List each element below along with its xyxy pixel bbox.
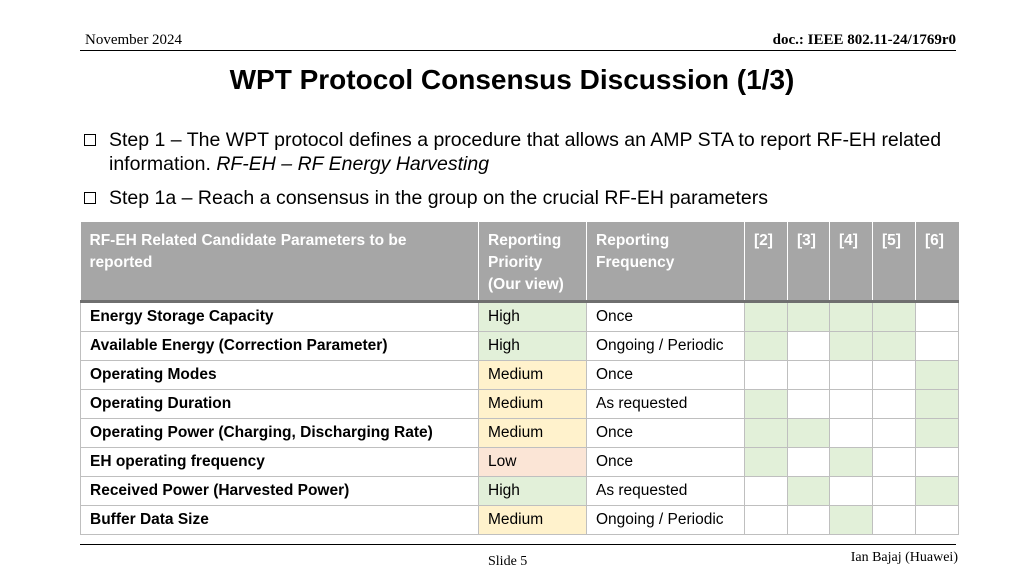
footer-author: Ian Bajaj (Huawei)	[850, 550, 958, 565]
bullet-item-step1a	[84, 186, 984, 210]
cell-priority: High	[479, 302, 587, 332]
cell-reference-mark	[916, 302, 959, 332]
checkbox-bullet-icon	[84, 192, 96, 204]
cell-frequency: Once	[587, 302, 745, 332]
header-ref: [4]	[830, 222, 873, 302]
cell-param: Received Power (Harvested Power)	[81, 477, 479, 506]
table-body	[81, 302, 959, 535]
cell-reference-mark	[830, 419, 873, 448]
cell-reference-mark	[830, 506, 873, 535]
cell-frequency: Once	[587, 361, 745, 390]
bullet-text-main: Step 1 – The WPT protocol defines a procedure that allows an AMP STA to report RF-EH related information.	[109, 129, 942, 175]
cell-frequency: Ongoing / Periodic	[587, 506, 745, 535]
cell-priority: High	[479, 477, 587, 506]
table-row	[81, 302, 959, 332]
cell-reference-mark	[873, 477, 916, 506]
header-ref: [5]	[873, 222, 916, 302]
cell-param: Operating Modes	[81, 361, 479, 390]
cell-reference-mark	[916, 390, 959, 419]
cell-reference-mark	[745, 477, 788, 506]
cell-reference-mark	[916, 361, 959, 390]
cell-param: Buffer Data Size	[81, 506, 479, 535]
cell-reference-mark	[916, 419, 959, 448]
cell-frequency: Once	[587, 419, 745, 448]
cell-reference-mark	[788, 477, 830, 506]
cell-reference-mark	[873, 419, 916, 448]
cell-priority: Low	[479, 448, 587, 477]
slide-title: WPT Protocol Consensus Discussion (1/3)	[229, 64, 795, 95]
cell-reference-mark	[873, 448, 916, 477]
cell-reference-mark	[745, 332, 788, 361]
bullet-text	[109, 128, 984, 176]
cell-param: Energy Storage Capacity	[81, 302, 479, 332]
cell-param: EH operating frequency	[81, 448, 479, 477]
cell-reference-mark	[788, 419, 830, 448]
header-doc-id: doc.: IEEE 802.11-24/1769r0	[772, 32, 956, 48]
cell-reference-mark	[830, 332, 873, 361]
table-row	[81, 332, 959, 361]
cell-priority: Medium	[479, 419, 587, 448]
cell-reference-mark	[788, 506, 830, 535]
header-divider	[80, 50, 956, 51]
bullet-item-step1	[84, 128, 984, 176]
cell-reference-mark	[788, 361, 830, 390]
cell-frequency: As requested	[587, 477, 745, 506]
cell-reference-mark	[830, 477, 873, 506]
cell-reference-mark	[830, 302, 873, 332]
footer-divider	[80, 544, 956, 545]
cell-reference-mark	[745, 448, 788, 477]
cell-reference-mark	[745, 506, 788, 535]
cell-reference-mark	[745, 361, 788, 390]
cell-reference-mark	[745, 390, 788, 419]
cell-param: Available Energy (Correction Parameter)	[81, 332, 479, 361]
bullet-list	[84, 128, 984, 220]
cell-reference-mark	[788, 390, 830, 419]
cell-priority: Medium	[479, 506, 587, 535]
cell-frequency: Ongoing / Periodic	[587, 332, 745, 361]
cell-reference-mark	[873, 506, 916, 535]
cell-reference-mark	[916, 448, 959, 477]
cell-reference-mark	[916, 506, 959, 535]
bullet-text-main: Step 1a – Reach a consensus in the group on the crucial RF-EH parameters	[109, 187, 769, 209]
cell-priority: Medium	[479, 361, 587, 390]
cell-reference-mark	[830, 361, 873, 390]
cell-reference-mark	[788, 448, 830, 477]
header-ref: [3]	[788, 222, 830, 302]
slide-number: Slide 5	[488, 554, 528, 569]
cell-reference-mark	[873, 361, 916, 390]
cell-reference-mark	[788, 332, 830, 361]
cell-frequency: As requested	[587, 390, 745, 419]
cell-priority: Medium	[479, 390, 587, 419]
cell-param: Operating Duration	[81, 390, 479, 419]
checkbox-bullet-icon	[84, 134, 96, 146]
cell-reference-mark	[873, 332, 916, 361]
cell-reference-mark	[873, 390, 916, 419]
table-header-row	[81, 222, 959, 302]
cell-reference-mark	[916, 477, 959, 506]
cell-reference-mark	[788, 302, 830, 332]
table-row	[81, 361, 959, 390]
header-priority: Reporting Priority (Our view)	[479, 222, 587, 302]
cell-reference-mark	[830, 390, 873, 419]
cell-frequency: Once	[587, 448, 745, 477]
header-param: RF-EH Related Candidate Parameters to be reported	[81, 222, 479, 302]
cell-reference-mark	[830, 448, 873, 477]
cell-reference-mark	[916, 332, 959, 361]
table-row	[81, 419, 959, 448]
table-row	[81, 506, 959, 535]
header-frequency: Reporting Frequency	[587, 222, 745, 302]
table-row	[81, 390, 959, 419]
header-date: November 2024	[85, 32, 183, 48]
header-ref: [2]	[745, 222, 788, 302]
bullet-text-italic: RF-EH – RF Energy Harvesting	[216, 153, 490, 175]
cell-priority: High	[479, 332, 587, 361]
parameters-table	[80, 222, 959, 535]
cell-param: Operating Power (Charging, Discharging Rate)	[81, 419, 479, 448]
cell-reference-mark	[745, 419, 788, 448]
cell-reference-mark	[873, 302, 916, 332]
table-row	[81, 448, 959, 477]
cell-reference-mark	[745, 302, 788, 332]
bullet-text	[109, 186, 768, 210]
table-row	[81, 477, 959, 506]
header-ref: [6]	[916, 222, 959, 302]
